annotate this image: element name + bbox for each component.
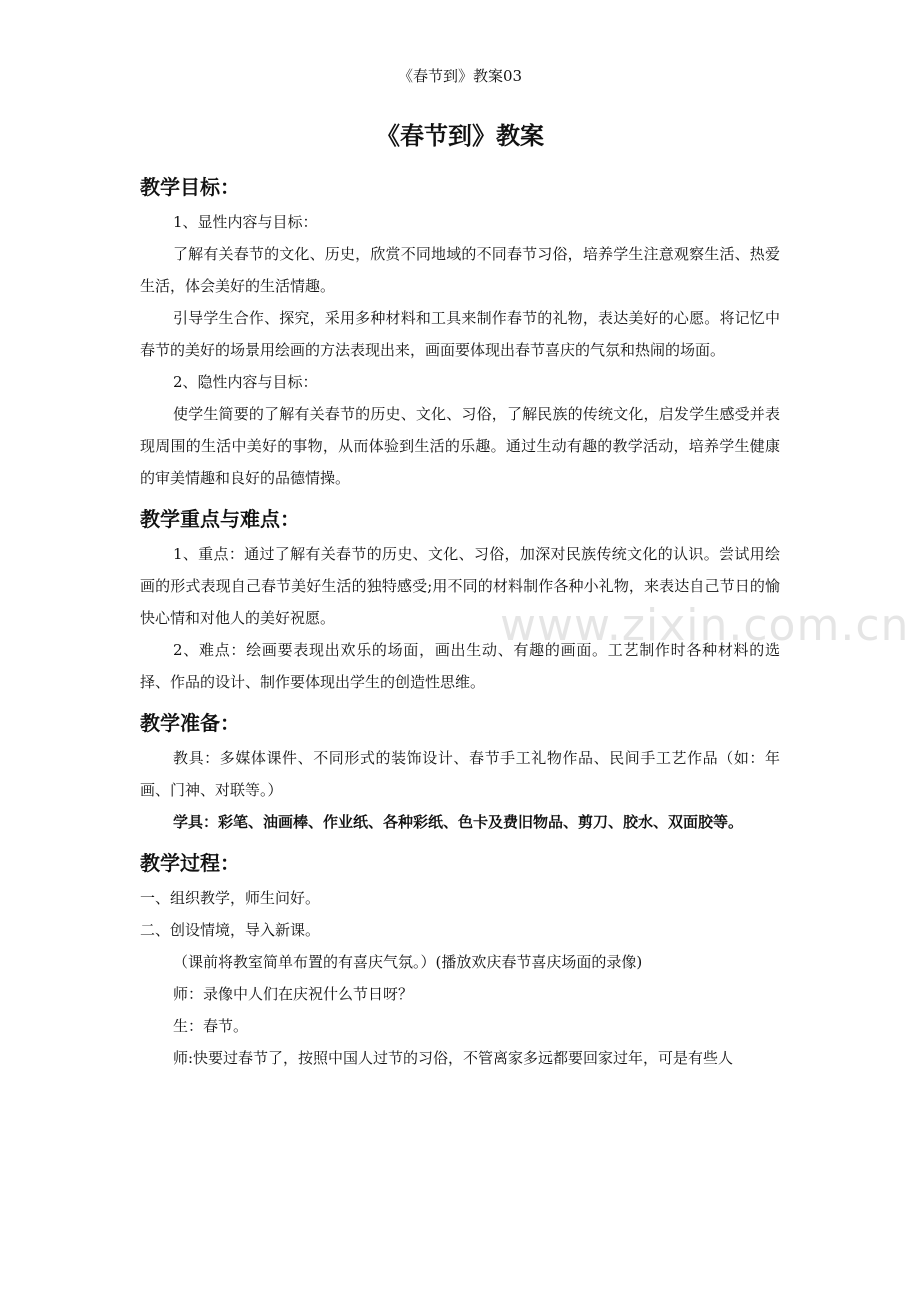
section-heading: 教学准备： <box>140 711 240 735</box>
section-heading: 教学重点与难点： <box>140 507 300 531</box>
section-process <box>140 846 780 1074</box>
paragraph: 使学生简要的了解有关春节的历史、文化、习俗，了解民族的传统文化，启发学生感受并表现周围的生活中美好的事物，从而体验到生活的乐趣。通过生动有趣的教学活动，培养学生健康的审美情趣和良好的品德情操。 <box>140 405 780 487</box>
document-title: 《春节到》教案 <box>376 121 544 150</box>
section-key-points <box>140 502 780 698</box>
paragraph: 2、隐性内容与目标： <box>173 373 318 391</box>
paragraph: 1、重点：通过了解有关春节的历史、文化、习俗，加深对民族传统文化的认识。尝试用绘画的形式表现自己春节美好生活的独特感受;用不同的材料制作各种小礼物，来表达自己节日的愉快心情和对他人的美好祝愿。 <box>140 545 780 627</box>
paragraph: 师:快要过春节了，按照中国人过节的习俗，不管离家多远都要回家过年，可是有些人 <box>173 1049 734 1067</box>
paragraph: 一、组织教学，师生问好。 <box>140 889 321 907</box>
paragraph: 引导学生合作、探究，采用多种材料和工具来制作春节的礼物，表达美好的心愿。将记忆中春节的美好的场景用绘画的方法表现出来，画面要体现出春节喜庆的气氛和热闹的场面。 <box>140 309 780 359</box>
paragraph: 二、创设情境，导入新课。 <box>140 921 321 939</box>
section-preparation <box>140 706 780 838</box>
section-heading: 教学目标： <box>140 175 240 199</box>
section-goals <box>140 170 780 494</box>
paragraph: 生：春节。 <box>173 1017 249 1035</box>
running-header: 《春节到》教案03 <box>397 67 523 85</box>
paragraph: 教具：多媒体课件、不同形式的装饰设计、春节手工礼物作品、民间手工艺作品（如：年画、门神、对联等。） <box>140 749 780 799</box>
paragraph: 2、难点：绘画要表现出欢乐的场面，画出生动、有趣的画面。工艺制作时各种材料的选择、作品的设计、制作要体现出学生的创造性思维。 <box>140 641 780 691</box>
paragraph-bold: 学具：彩笔、油画棒、作业纸、各种彩纸、色卡及费旧物品、剪刀、胶水、双面胶等。 <box>173 813 744 831</box>
paragraph: 了解有关春节的文化、历史，欣赏不同地域的不同春节习俗，培养学生注意观察生活、热爱生活，体会美好的生活情趣。 <box>140 245 780 295</box>
paragraph: （课前将教室简单布置的有喜庆气氛。）(播放欢庆春节喜庆场面的录像) <box>173 953 643 971</box>
paragraph: 1、显性内容与目标： <box>173 213 318 231</box>
document-body <box>140 170 780 1074</box>
section-heading: 教学过程： <box>140 851 240 875</box>
paragraph: 师：录像中人们在庆祝什么节日呀？ <box>173 985 414 1003</box>
watermark: www.zixin.com.cn <box>500 600 910 651</box>
